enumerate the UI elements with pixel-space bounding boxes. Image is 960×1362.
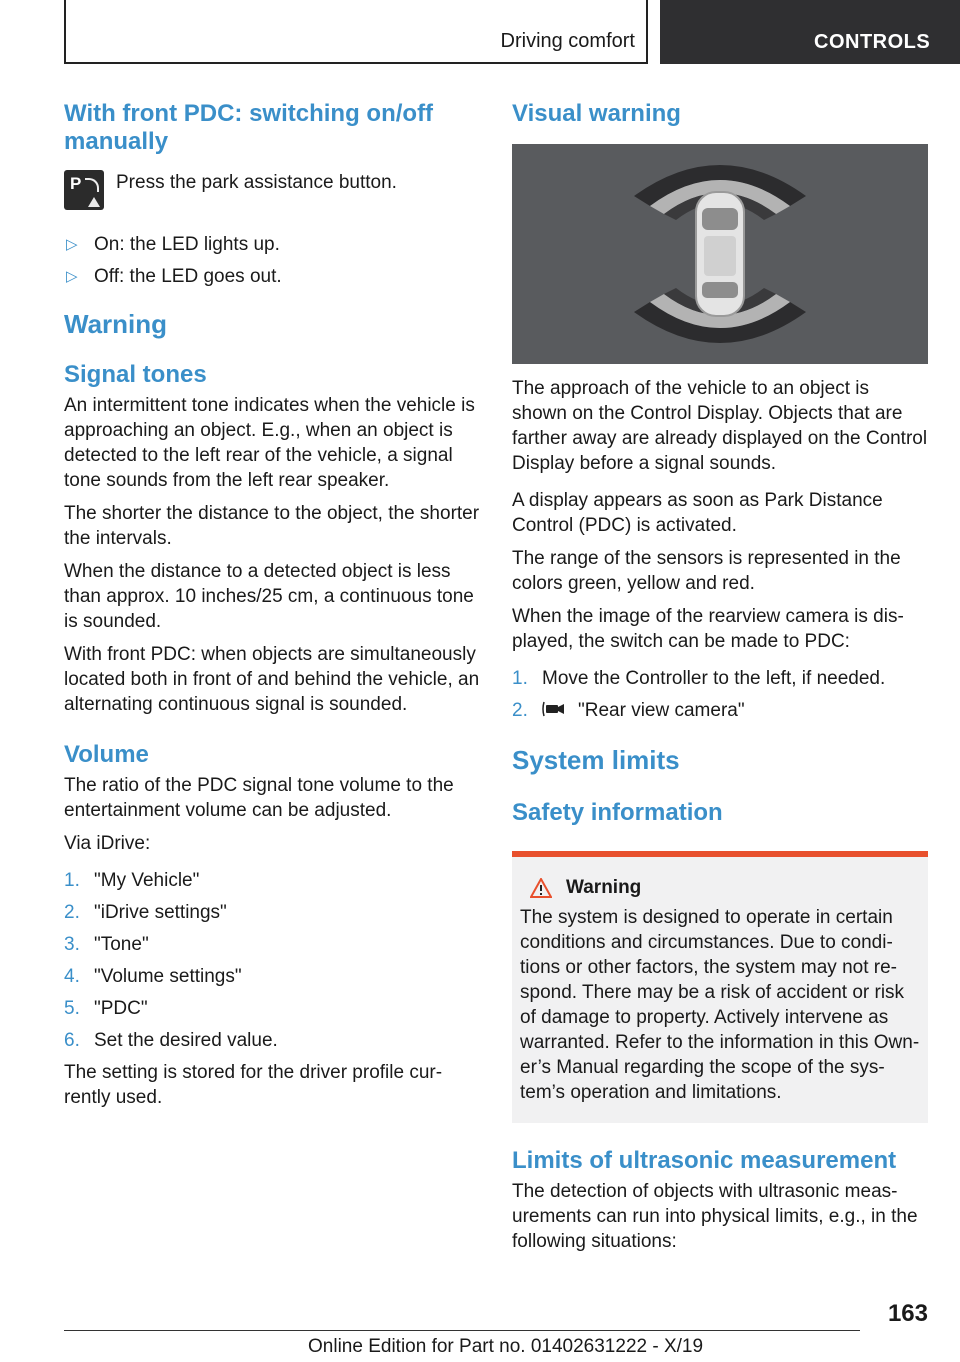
left-column xyxy=(64,100,480,1110)
heading-system-limits: System limits xyxy=(512,745,680,775)
switch-steps xyxy=(512,666,928,723)
paragraph: The shorter the distance to the object, the shorter the intervals. xyxy=(64,503,480,549)
pdc-display-figure xyxy=(512,144,928,364)
heading-visual-warning: Visual warning xyxy=(512,100,681,127)
paragraph: The detection of objects with ultrasonic measurements can run into physical limits, e.g., in the following situations: xyxy=(512,1181,918,1252)
list-item: 2. "Rear view camera" xyxy=(512,700,745,721)
heading-warning: Warning xyxy=(64,309,168,339)
list-item: 1. Move the Controller to the left, if needed. xyxy=(512,668,886,689)
header-chapter-label: CONTROLS xyxy=(814,31,931,53)
warning-box xyxy=(512,851,928,1123)
heading-front-pdc: With front PDC: switching on/off manually xyxy=(64,100,434,155)
list-item: 2. "iDrive settings" xyxy=(64,902,227,923)
list-item: ▷ Off: the LED goes out. xyxy=(66,266,282,287)
idrive-steps xyxy=(64,868,480,1053)
paragraph: The approach of the vehicle to an object is shown on the Control Display. Objects that are farther away are already displayed on the Control Display before a signal sounds. xyxy=(512,378,928,474)
warning-text: The system is designed to operate in certain conditions and circumstances. Due to conditions or other factors, the system may not respond. There may be a risk of accident or risk of damage to property. Actively intervene as warranted. Refer to the information in this Owner’s Manual regarding the scope of the system’s operation and limitations. xyxy=(520,907,920,1103)
list-item: 6. Set the desired value. xyxy=(64,1030,278,1051)
list-item: 4. "Volume settings" xyxy=(64,966,242,987)
paragraph: An intermittent tone indicates when the vehicle is approaching an object. E.g., when an object is detected to the left rear of the vehicle, a signal tone sounds from the left rear speaker. xyxy=(64,395,475,491)
paragraph: When the distance to a detected object is less than approx. 10 inches/25 cm, a continuous tone is sounded. xyxy=(64,561,474,632)
paragraph: When the image of the rearview camera is displayed, the switch can be made to PDC: xyxy=(512,606,904,652)
triangle-bullet-icon: ▷ xyxy=(66,236,78,253)
list-item: 5. "PDC" xyxy=(64,998,148,1019)
paragraph: With front PDC: when objects are simultaneously located both in front of and behind the vehicle, an alternating continuous signal is sounded. xyxy=(64,644,480,715)
footer-edition: Online Edition for Part no. 01402631222 - X/19 xyxy=(308,1336,704,1357)
heading-safety-information: Safety information xyxy=(512,799,723,826)
heading-volume: Volume xyxy=(64,741,149,768)
paragraph: Via iDrive: xyxy=(64,833,151,854)
paragraph: The ratio of the PDC signal tone volume to the entertainment volume can be adjusted. xyxy=(64,775,454,821)
page-number: 163 xyxy=(887,1300,928,1327)
paragraph: The setting is stored for the driver profile currently used. xyxy=(64,1062,443,1108)
header-section-title: Driving comfort xyxy=(500,30,635,52)
paragraph: The range of the sensors is represented in the colors green, yellow and red. xyxy=(512,548,901,594)
list-item: ▷ On: the LED lights up. xyxy=(66,234,280,255)
pdc-vehicle-image xyxy=(512,144,928,364)
list-item: 3. "Tone" xyxy=(64,934,149,955)
heading-signal-tones: Signal tones xyxy=(64,361,207,388)
led-state-list xyxy=(64,232,480,289)
warning-title-row: Warning xyxy=(520,877,920,899)
footer-divider xyxy=(64,1330,860,1331)
triangle-bullet-icon: ▷ xyxy=(66,268,78,285)
press-button-text: Press the park assistance button. xyxy=(116,172,397,193)
heading-ultrasonic-limits: Limits of ultrasonic measurement xyxy=(512,1147,897,1174)
warning-triangle-icon xyxy=(530,878,552,898)
paragraph: A display appears as soon as Park Distance Control (PDC) is activated. xyxy=(512,490,883,536)
park-assistance-button-icon: P xyxy=(64,170,104,210)
right-column xyxy=(512,100,928,1254)
list-item: 1. "My Vehicle" xyxy=(64,870,200,891)
rear-camera-icon xyxy=(542,699,572,719)
park-assist-instruction xyxy=(64,170,480,210)
